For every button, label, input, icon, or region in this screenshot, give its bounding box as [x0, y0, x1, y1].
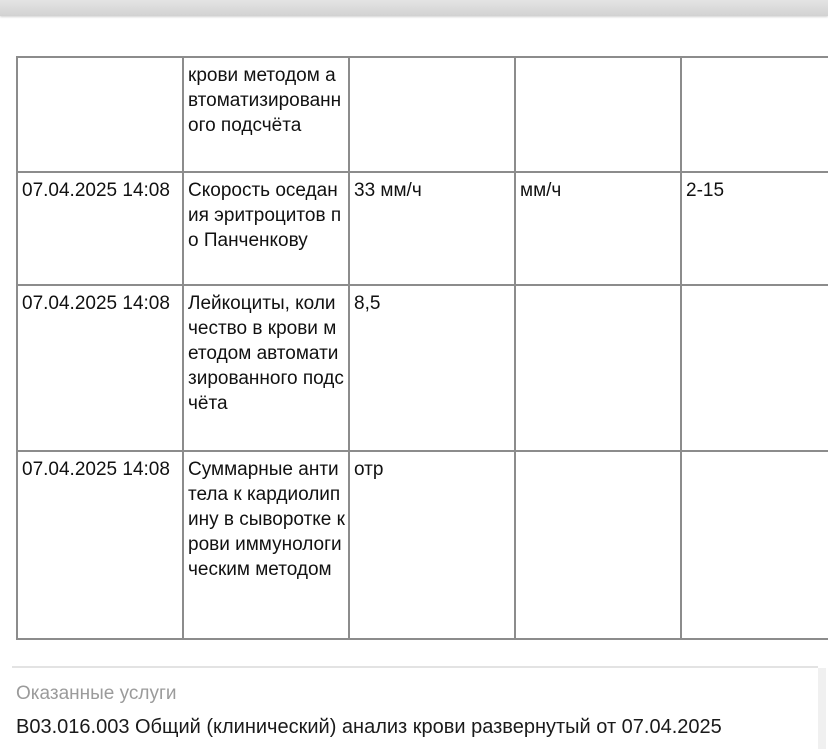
scroll-edge [818, 668, 826, 749]
table-row [17, 451, 828, 639]
cell-datetime: 07.04.2025 14:08 [17, 451, 183, 639]
cell-test-name: Суммарные антитела к кардиолипину в сыворотке крови иммунологическим методом [183, 451, 349, 639]
cell-unit: мм/ч [515, 172, 681, 285]
lab-results-table [16, 56, 828, 640]
cell-value: отр [349, 451, 515, 639]
cell-unit [515, 451, 681, 639]
table-row [17, 172, 828, 285]
cell-unit [515, 285, 681, 451]
cell-unit [515, 57, 681, 172]
cell-value [349, 57, 515, 172]
table-row [17, 57, 828, 172]
cell-reference [681, 285, 828, 451]
cell-value: 33 мм/ч [349, 172, 515, 285]
cell-value: 8,5 [349, 285, 515, 451]
section-divider [12, 666, 818, 668]
browser-top-bar [0, 0, 828, 16]
cell-datetime [17, 57, 183, 172]
cell-test-name: крови методом автоматизированного подсчёта [183, 57, 349, 172]
services-heading: Оказанные услуги [16, 683, 177, 704]
cell-reference [681, 57, 828, 172]
cell-reference [681, 451, 828, 639]
service-item[interactable]: B03.016.003 Общий (клинический) анализ крови развернутый от 07.04.2025 [16, 716, 722, 738]
cell-test-name: Лейкоциты, количество в крови методом автоматизированного подсчёта [183, 285, 349, 451]
cell-datetime: 07.04.2025 14:08 [17, 285, 183, 451]
table-row [17, 285, 828, 451]
cell-reference: 2-15 [681, 172, 828, 285]
cell-datetime: 07.04.2025 14:08 [17, 172, 183, 285]
cell-test-name: Скорость оседания эритроцитов по Панченкову [183, 172, 349, 285]
